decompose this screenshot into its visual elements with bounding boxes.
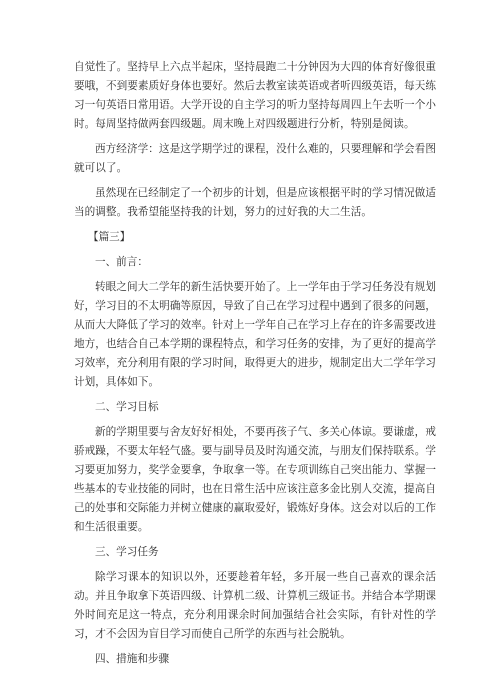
heading-measures: 四、措施和步骤 xyxy=(95,653,170,665)
paragraph-tasks: 除学习课本的知识以外，还要趁着年轻，多开展一些自己喜欢的课余活动。并且争取拿下英语四级、计算机二级、计算机三级证书。并结合本学期课外时间充足这一特点，充分利用课余时间加强结合社会实际，有针对性的学习，才不会因为盲目学习而使自己所学的东西与社会脱轨。 xyxy=(74,571,436,640)
heading-goals: 二、学习目标 xyxy=(95,401,159,413)
paragraph-plan-adjustment: 虽然现在已经制定了一个初步的计划，但是应该根据平时的学习情况做适当的调整。我希望能坚持我的计划，努力的过好我的大二生活。 xyxy=(74,187,436,218)
paragraph-study-routine: 自觉性了。坚持早上六点半起床，坚持晨跑二十分钟因为大四的体育好像很重要哦，不到要素质好身体也要好。然后去教室读英语或者听四级英语，每天练习一句英语日常用语。大学开设的自主学习的听力坚持每周四上午去听一个小时。每周坚持做两套四级题。周末晚上对四级题进行分析，特别是阅读。 xyxy=(74,61,436,130)
paragraph-economics: 西方经济学：这是这学期学过的课程，没什么难的，只要理解和学会看图就可以了。 xyxy=(74,143,436,174)
document-page xyxy=(74,58,436,675)
paragraph-preface: 转眼之间大二学年的新生活快要开始了。上一学年由于学习任务没有规划好，学习目的不太明确等原因，导致了自己在学习过程中遇到了很多的问题，从而大大降低了学习的效率。针对上一学年自己在学习上存在的许多需要改进地方，也结合自己本学期的课程特点，和学习任务的安排，为了更好的提高学习效率，充分利用有限的学习时间，取得更大的进步，规制定出大二学年学习计划，具体如下。 xyxy=(74,281,436,388)
heading-tasks: 三、学习任务 xyxy=(95,546,159,558)
section-mark: 【篇三】 xyxy=(88,231,131,243)
heading-preface: 一、前言： xyxy=(95,256,148,268)
paragraph-goals: 新的学期里要与舍友好好相处，不要再孩子气、多关心体谅。要谦虚，戒骄戒躁，不要太年轻气盛。要与副导员及时沟通交流，与朋友们保持联系。学习要更加努力，奖学金要拿，争取拿一等。在专项训练自己突出能力、掌握一些基本的专业技能的同时，也在日常生活中应该注意多金比别人交流，提高自己的处事和交际能力并树立健康的赢取爱好，锻炼好身体。这会对以后的工作和生活很重要。 xyxy=(74,426,436,533)
